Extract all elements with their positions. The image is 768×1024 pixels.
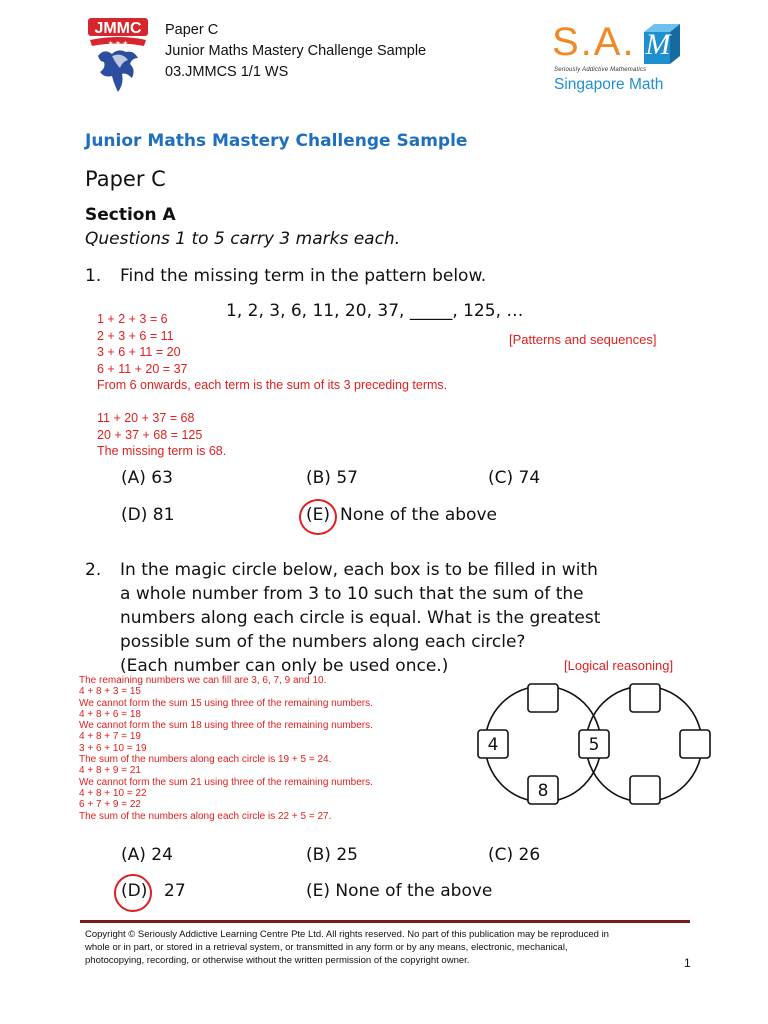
q1-option-e-text[interactable]: None of the above — [340, 505, 497, 525]
box-bottom-value: 8 — [537, 781, 549, 801]
working-line: The remaining numbers we can fill are 3, 6, 7, 9 and 10. — [79, 675, 327, 686]
working-line: 6 + 11 + 20 = 37 — [97, 361, 188, 376]
copyright-line: whole or in part, or stored in a retrieval system, or transmitted in any form or by any means, electronic, mechanical, — [85, 942, 568, 953]
working-line — [97, 394, 447, 411]
q1-sequence: 1, 2, 3, 6, 11, 20, 37, _____, 125, … — [226, 301, 524, 321]
q1-option-c[interactable]: (C) 74 — [488, 468, 541, 488]
q2-option-d-letter[interactable]: (D) — [121, 881, 148, 901]
q2-option-c[interactable]: (C) 26 — [488, 845, 541, 865]
working-line: 6 + 7 + 9 = 22 — [79, 799, 141, 811]
box-middle-value: 5 — [588, 735, 600, 755]
q2-line: numbers along each circle is equal. What is the greatest — [120, 608, 601, 628]
q2-option-d-text[interactable]: 27 — [164, 881, 186, 901]
svg-text:★ ★ ★: ★ ★ ★ — [108, 40, 128, 47]
section-heading: Section A — [85, 205, 176, 225]
footer-rule — [80, 920, 690, 923]
working-line: 4 + 8 + 7 = 19 — [79, 731, 141, 743]
box-top-left — [528, 684, 558, 712]
q1-option-a[interactable]: (A) 63 — [121, 468, 173, 488]
q2-option-e[interactable]: (E) None of the above — [306, 881, 493, 901]
document-title: Junior Maths Mastery Challenge Sample — [85, 131, 468, 151]
jmmc-logo — [82, 12, 154, 100]
working-line: The missing term is 68. — [97, 444, 227, 458]
sam-cube-icon — [640, 22, 684, 66]
paper-title: Paper C — [85, 167, 166, 191]
working-line: We cannot form the sum 21 using three of the remaining numbers. — [79, 776, 373, 788]
box-left-value: 4 — [487, 735, 499, 755]
working-line: 4 + 8 + 10 = 22 — [79, 787, 147, 799]
q2-working — [79, 675, 373, 822]
q2-line: a whole number from 3 to 10 such that the sum of the — [120, 584, 584, 604]
magic-circle-diagram — [470, 680, 720, 810]
copyright-line: photocopying, recording, or otherwise without the written permission of the copyright owner. — [85, 955, 470, 966]
q1-text: Find the missing term in the pattern below. — [120, 266, 487, 286]
q1-topic-tag: [Patterns and sequences] — [509, 332, 657, 347]
footer-copyright — [85, 928, 685, 967]
working-line: 3 + 6 + 10 = 19 — [79, 742, 147, 754]
sam-logo-letters: S.A. — [552, 20, 636, 64]
working-line: 4 + 8 + 6 = 18 — [79, 708, 141, 720]
sam-cube-letter: M — [645, 28, 671, 61]
q2-line: (Each number can only be used once.) — [120, 656, 449, 676]
q1-option-d[interactable]: (D) 81 — [121, 505, 175, 525]
working-line: 4 + 8 + 9 = 21 — [79, 765, 141, 777]
box-top-right — [630, 684, 660, 712]
working-line: 3 + 6 + 11 = 20 — [97, 345, 181, 359]
working-line: We cannot form the sum 18 using three of the remaining numbers. — [79, 720, 373, 732]
q1-option-b[interactable]: (B) 57 — [306, 468, 358, 488]
working-line: The sum of the numbers along each circle is 19 + 5 = 24. — [79, 754, 332, 766]
q2-option-b[interactable]: (B) 25 — [306, 845, 358, 865]
section-note: Questions 1 to 5 carry 3 marks each. — [85, 229, 401, 249]
working-line: 20 + 37 + 68 = 125 — [97, 427, 203, 442]
q1-number: 1. — [85, 266, 102, 286]
sam-singapore-math: Singapore Math — [554, 76, 664, 93]
q2-number: 2. — [85, 560, 102, 580]
magic-circle-svg — [470, 680, 720, 810]
q2-option-a[interactable]: (A) 24 — [121, 845, 173, 865]
header-line-1: Paper C — [165, 22, 219, 38]
working-line: The sum of the numbers along each circle is 22 + 5 = 27. — [79, 810, 332, 822]
box-right — [680, 730, 710, 758]
working-line: 4 + 8 + 3 = 15 — [79, 686, 141, 698]
box-bottom-right — [630, 776, 660, 804]
working-line: 1 + 2 + 3 = 6 — [97, 312, 168, 326]
sam-logo — [548, 18, 698, 100]
jmmc-logo-text: JMMC — [94, 20, 142, 37]
working-line: 2 + 3 + 6 = 11 — [97, 328, 174, 343]
q2-topic-tag: [Logical reasoning] — [564, 658, 674, 673]
copyright-line: Copyright © Seriously Addictive Learning Centre Pte Ltd. All rights reserved. No part of this publication may be reproduced in — [85, 929, 609, 940]
sam-tagline: Seriously Addictive Mathematics — [554, 67, 647, 73]
working-line: From 6 onwards, each term is the sum of its 3 preceding terms. — [97, 378, 448, 392]
q2-line: In the magic circle below, each box is to be filled in with — [120, 560, 598, 580]
q2-text — [120, 558, 600, 678]
page-number: 1 — [684, 956, 691, 970]
header-line-2: Junior Maths Mastery Challenge Sample — [165, 43, 427, 59]
q2-line: possible sum of the numbers along each circle? — [120, 632, 526, 652]
working-line: 11 + 20 + 37 = 68 — [97, 411, 195, 425]
q1-working — [97, 311, 447, 460]
header-line-3: 03.JMMCS 1/1 WS — [165, 64, 289, 80]
q1-option-e-letter[interactable]: (E) — [306, 505, 331, 525]
working-line: We cannot form the sum 15 using three of the remaining numbers. — [79, 697, 373, 709]
